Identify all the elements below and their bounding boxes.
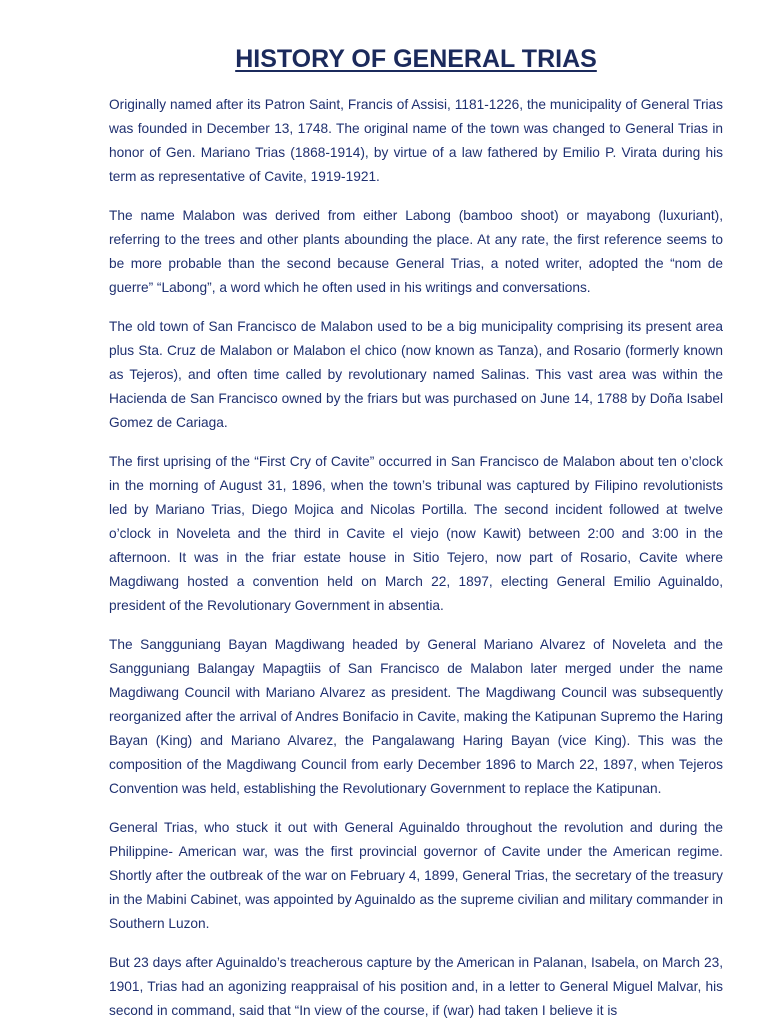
paragraph-general-trias-governor: General Trias, who stuck it out with General Aguinaldo throughout the revolution and during the Philippine- American war, was the first provincial governor of Cavite under the American regime. Shortly after the outbreak of the war on February 4, 1899, General Trias, the secretary of the treasury in the Mabini Cabinet, was appointed by Aguinaldo as the supreme civilian and military commander in Southern Luzon.: [109, 820, 723, 931]
paragraph-name-malabon: The name Malabon was derived from either Labong (bamboo shoot) or mayabong (luxuriant), referring to the trees and other plants abounding the place. At any rate, the first reference seems to be more probable than the second because General Trias, a noted writer, adopted the “nom de guerre” “Labong”, a word which he often used in his writings and conversations.: [109, 208, 723, 295]
document-title: HISTORY OF GENERAL TRIAS: [235, 45, 597, 73]
paragraph-aguinaldo-capture: But 23 days after Aguinaldo’s treacherous capture by the American in Palanan, Isabela, on March 23, 1901, Trias had an agonizing reappraisal of his position and, in a letter to General Miguel Malvar, his second in command, said that “In view of the course, if (war) had taken I believe it is: [109, 955, 723, 1018]
paragraph-magdiwang-council: The Sangguniang Bayan Magdiwang headed by General Mariano Alvarez of Noveleta and the Sangguniang Balangay Mapagtiis of San Francisco de Malabon later merged under the name Magdiwang Council with Mariano Alvarez as president. The Magdiwang Council was subsequently reorganized after the arrival of Andres Bonifacio in Cavite, making the Katipunan Supremo the Haring Bayan (King) and Mariano Alvarez, the Pangalawang Haring Bayan (vice King). This was the composition of the Magdiwang Council from early December 1896 to March 22, 1897, when Tejeros Convention was held, establishing the Revolutionary Government to replace the Katipunan.: [109, 637, 723, 796]
paragraph-origin: Originally named after its Patron Saint, Francis of Assisi, 1181-1226, the municipality of General Trias was founded in December 13, 1748. The original name of the town was changed to General Trias in honor of Gen. Mariano Trias (1868-1914), by virtue of a law fathered by Emilio P. Virata during his term as representative of Cavite, 1919-1921.: [109, 97, 723, 184]
paragraph-first-uprising: The first uprising of the “First Cry of Cavite” occurred in San Francisco de Malabon about ten o’clock in the morning of August 31, 1896, when the town’s tribunal was captured by Filipino revolutionists led by Mariano Trias, Diego Mojica and Nicolas Portilla. The second incident followed at twelve o’clock in Noveleta and the third in Cavite el viejo (now Kawit) between 2:00 and 3:00 in the afternoon. It was in the friar estate house in Sitio Tejero, now part of Rosario, Cavite where Magdiwang hosted a convention held on March 22, 1897, electing General Emilio Aguinaldo, president of the Revolutionary Government in absentia.: [109, 454, 723, 613]
paragraph-old-town: The old town of San Francisco de Malabon used to be a big municipality comprising its present area plus Sta. Cruz de Malabon or Malabon el chico (now known as Tanza), and Rosario (formerly known as Tejeros), and often time called by revolutionary named Salinas. This vast area was within the Hacienda de San Francisco owned by the friars but was purchased on June 14, 1788 by Doña Isabel Gomez de Cariaga.: [109, 319, 723, 430]
document-body: [109, 93, 723, 1024]
